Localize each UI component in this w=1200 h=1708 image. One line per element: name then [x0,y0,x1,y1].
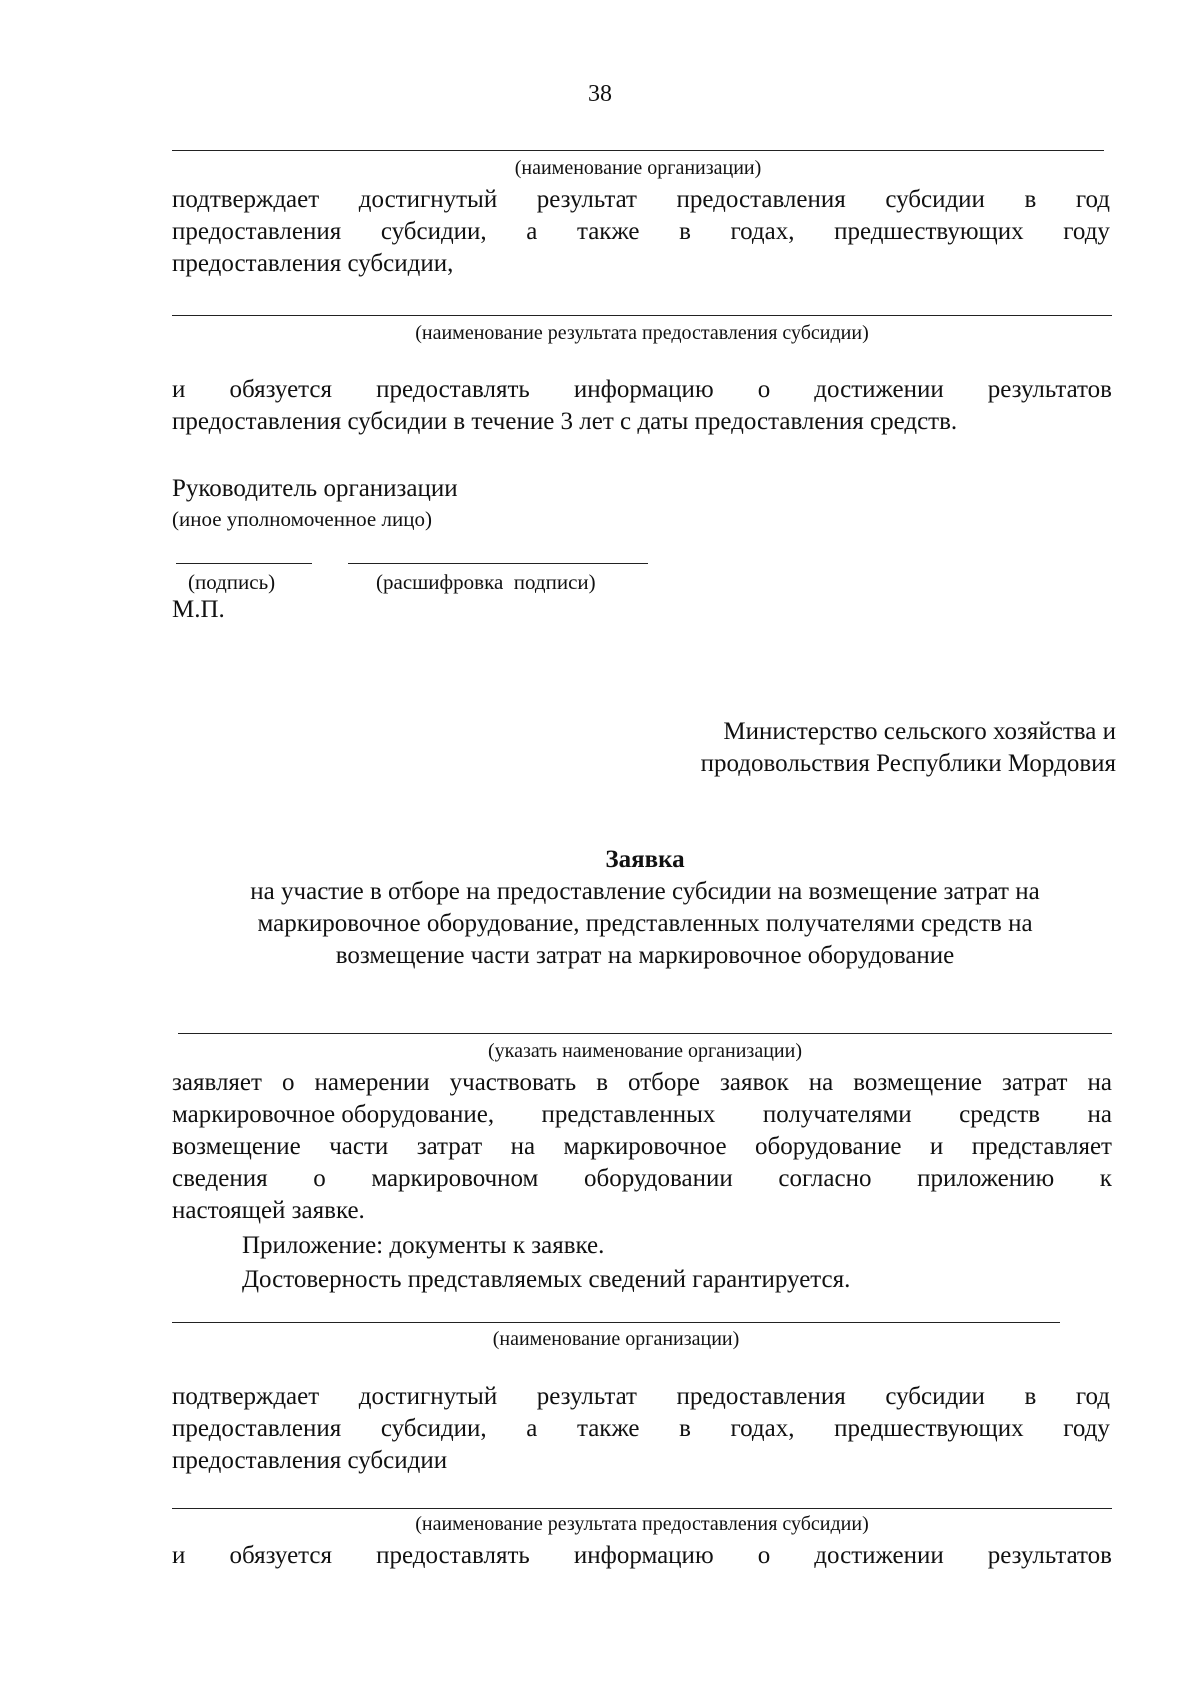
word: приложению [917,1165,1055,1192]
word: предоставлять [376,1542,530,1569]
word: году [1063,218,1110,245]
word: а [526,1415,538,1442]
word: предоставления [172,1415,342,1442]
word: предоставления [676,186,846,213]
attachment-line: Приложение: документы к заявке. [242,1232,605,1259]
word: субсидии [885,186,985,213]
word: представляет [971,1133,1112,1160]
paragraph-line [172,184,1110,216]
word: получателями [762,1101,912,1128]
guarantee-line: Достоверность представляемых сведений гарантируется. [242,1266,851,1293]
word: предшествующих [834,218,1024,245]
word: подтверждает [172,186,320,213]
word: участвовать [449,1069,577,1096]
word: результатов [987,376,1112,403]
word: достижении [814,376,944,403]
word: достижении [814,1542,944,1569]
caption-result: (наименование результата предоставления субсидии) [415,1513,869,1535]
paragraph-line [172,1413,1110,1445]
word: о [313,1165,326,1192]
word: субсидии, [380,1415,487,1442]
word: в [1024,186,1037,213]
application-subtitle: возмещение части затрат на маркировочное оборудование [335,942,955,969]
word: представленных [541,1101,716,1128]
paragraph-line [172,1163,1112,1195]
word: субсидии [885,1383,985,1410]
word: к [1099,1165,1112,1192]
paragraph-line [172,1540,1112,1572]
word: также [576,1415,640,1442]
word: год [1075,186,1110,213]
word: год [1075,1383,1110,1410]
word: а [526,218,538,245]
page-number: 38 [588,81,612,107]
word: о [757,376,771,403]
application-subtitle: на участие в отборе на предоставление субсидии на возмещение затрат на [250,878,1040,905]
word: предоставления [172,218,342,245]
word: оборудовании [583,1165,733,1192]
word: предоставлять [376,376,530,403]
word: на [808,1069,834,1096]
word: в [679,218,691,245]
word: в [596,1069,609,1096]
word: в [1024,1383,1037,1410]
word: годах, [730,218,795,245]
application-title: Заявка [605,846,685,873]
word: обязуется [229,1542,333,1569]
paragraph-line [172,216,1110,248]
word: результатов [987,1542,1112,1569]
word: подтверждает [172,1383,320,1410]
word: и [172,376,186,403]
word: маркировочное оборудование, [172,1101,495,1128]
word: в [679,1415,691,1442]
word: предшествующих [834,1415,1024,1442]
caption-signature: (подпись) [188,570,276,594]
caption-decoding: (расшифровка подписи) [376,570,596,594]
addressee-line: продовольствия Республики Мордовия [700,750,1116,777]
word: достигнутый [358,1383,498,1410]
word: о [281,1069,295,1096]
blank-line-organization [172,1322,1060,1323]
word: возмещение [853,1069,983,1096]
caption-organization: (наименование организации) [514,157,762,179]
word: затрат [1002,1069,1068,1096]
word: заявляет [172,1069,262,1096]
word: предоставления [676,1383,846,1410]
blank-line-organization [172,150,1104,151]
paragraph-line: настоящей заявке. [172,1197,365,1224]
caption-organization: (указать наименование организации) [488,1040,802,1062]
blank-line-result [172,315,1112,316]
blank-line-result [172,1508,1112,1509]
word: на [1087,1069,1112,1096]
word: и [172,1542,186,1569]
word: на [510,1133,536,1160]
seal-label: М.П. [172,596,225,623]
word: маркировочном [371,1165,539,1192]
word: согласно [778,1165,872,1192]
word: сведения [172,1165,268,1192]
word: на [1087,1101,1112,1128]
word: и [929,1133,944,1160]
paragraph-line: предоставления субсидии [172,1447,448,1474]
paragraph-line [172,1131,1112,1163]
caption-organization: (наименование организации) [492,1328,740,1350]
paragraph-line [172,374,1112,406]
word: маркировочное [563,1133,727,1160]
application-subtitle: маркировочное оборудование, представленных получателями средств на [257,910,1033,937]
word: о [757,1542,771,1569]
head-title: Руководитель организации [172,475,458,502]
word: результат [536,1383,637,1410]
word: отборе [628,1069,700,1096]
signature-line [176,563,312,564]
word: информацию [573,1542,714,1569]
word: возмещение [172,1133,301,1160]
word: оборудование [755,1133,902,1160]
word: результат [536,186,637,213]
head-subtitle: (иное уполномоченное лицо) [172,507,432,531]
paragraph-line [172,1067,1112,1099]
word: заявок [719,1069,789,1096]
paragraph-line [172,1099,1112,1131]
word: средств [959,1101,1041,1128]
paragraph-line [172,1381,1110,1413]
word: затрат [416,1133,483,1160]
word: обязуется [229,376,333,403]
addressee-line: Министерство сельского хозяйства и [723,718,1116,745]
decoding-line [348,563,648,564]
word: части [329,1133,389,1160]
word: субсидии, [380,218,487,245]
word: также [576,218,640,245]
word: году [1063,1415,1110,1442]
word: достигнутый [358,186,498,213]
paragraph-line: предоставления субсидии, [172,250,454,277]
word: информацию [573,376,714,403]
word: годах, [730,1415,795,1442]
word: намерении [314,1069,430,1096]
blank-line-organization [178,1033,1112,1034]
paragraph-line: предоставления субсидии в течение 3 лет с даты предоставления средств. [172,408,958,435]
caption-result: (наименование результата предоставления субсидии) [415,322,869,344]
